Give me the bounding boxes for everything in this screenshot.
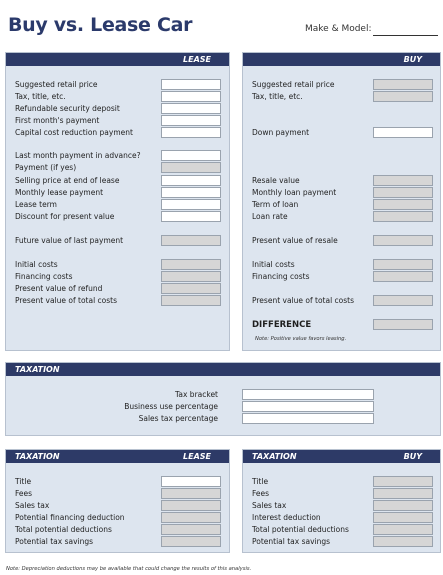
tax-lease-total-potential-deductions-label: Total potential deductions — [15, 525, 112, 534]
lease-monthly-lease-payment-field[interactable] — [161, 187, 221, 198]
taxation-business-use-percentage-label: Business use percentage — [124, 402, 218, 411]
lease-panel — [5, 52, 230, 351]
buy-header-label: BUY — [403, 55, 422, 64]
taxation-lease-panel — [5, 449, 230, 553]
buy-tax-title-etc-field — [373, 91, 433, 102]
taxation-lease-header-left: TAXATION — [15, 452, 60, 461]
lease-discount-for-present-value-label: Discount for present value — [15, 212, 115, 221]
buy-present-value-of-resale-field — [373, 235, 433, 246]
lease-panel-header — [6, 53, 229, 66]
tax-lease-fees-field — [161, 488, 221, 499]
buy-panel-header — [243, 53, 440, 66]
make-model-field[interactable] — [373, 35, 438, 36]
tax-lease-title-field[interactable] — [161, 476, 221, 487]
tax-buy-sales-tax-label: Sales tax — [252, 501, 287, 510]
taxation-header-label: TAXATION — [15, 365, 60, 374]
tax-buy-sales-tax-field — [373, 500, 433, 511]
tax-buy-fees-field — [373, 488, 433, 499]
taxation-tax-bracket-field[interactable] — [242, 389, 374, 400]
buy-tax-title-etc-label: Tax, title, etc. — [252, 92, 303, 101]
taxation-buy-header-right: BUY — [403, 452, 422, 461]
taxation-business-use-percentage-field[interactable] — [242, 401, 374, 412]
lease-initial-costs-label: Initial costs — [15, 260, 58, 269]
lease-refundable-security-deposit-label: Refundable security deposit — [15, 104, 120, 113]
lease-financing-costs-label: Financing costs — [15, 272, 73, 281]
tax-buy-interest-deduction-label: Interest deduction — [252, 513, 321, 522]
tax-lease-fees-label: Fees — [15, 489, 33, 498]
lease-monthly-lease-payment-label: Monthly lease payment — [15, 188, 104, 197]
buy-present-value-of-resale-label: Present value of resale — [252, 236, 338, 245]
buy-term-of-loan-field — [373, 199, 433, 210]
lease-tax-title-etc-label: Tax, title, etc. — [15, 92, 66, 101]
buy-monthly-loan-payment-label: Monthly loan payment — [252, 188, 337, 197]
tax-lease-potential-financing-deduction-label: Potential financing deduction — [15, 513, 125, 522]
footnote: Note: Depreciation deductions may be available that could change the results of this analysis. — [6, 566, 252, 572]
lease-tax-title-etc-field[interactable] — [161, 91, 221, 102]
taxation-buy-header-left: TAXATION — [252, 452, 297, 461]
tax-buy-potential-tax-savings-label: Potential tax savings — [252, 537, 331, 546]
lease-suggested-retail-price-field[interactable] — [161, 79, 221, 90]
lease-capital-cost-reduction-payment-label: Capital cost reduction payment — [15, 128, 133, 137]
lease-payment-if-yes-field — [161, 162, 221, 173]
taxation-buy-header — [243, 450, 440, 463]
tax-lease-potential-tax-savings-field — [161, 536, 221, 547]
tax-buy-potential-tax-savings-field — [373, 536, 433, 547]
tax-buy-total-potential-deductions-field — [373, 524, 433, 535]
tax-lease-sales-tax-label: Sales tax — [15, 501, 50, 510]
buy-term-of-loan-label: Term of loan — [252, 200, 299, 209]
lease-first-month-s-payment-label: First month's payment — [15, 116, 100, 125]
buy-difference-label: DIFFERENCE — [252, 320, 312, 330]
lease-first-month-s-payment-field[interactable] — [161, 115, 221, 126]
buy-loan-rate-field — [373, 211, 433, 222]
taxation-lease-header — [6, 450, 229, 463]
buy-present-value-of-total-costs-field — [373, 295, 433, 306]
buy-initial-costs-label: Initial costs — [252, 260, 295, 269]
lease-selling-price-at-end-of-lease-field[interactable] — [161, 175, 221, 186]
lease-present-value-of-total-costs-field — [161, 295, 221, 306]
buy-down-payment-label: Down payment — [252, 128, 310, 137]
difference-note: Note: Positive value favors leasing. — [255, 336, 347, 342]
tax-buy-fees-label: Fees — [252, 489, 270, 498]
lease-future-value-of-last-payment-field — [161, 235, 221, 246]
tax-lease-sales-tax-field — [161, 500, 221, 511]
taxation-lease-header-right: LEASE — [183, 452, 211, 461]
buy-present-value-of-total-costs-label: Present value of total costs — [252, 296, 355, 305]
lease-present-value-of-refund-label: Present value of refund — [15, 284, 103, 293]
tax-lease-potential-financing-deduction-field — [161, 512, 221, 523]
make-model-label: Make & Model: — [305, 24, 372, 34]
lease-header-label: LEASE — [183, 55, 211, 64]
buy-difference-field — [373, 319, 433, 330]
lease-selling-price-at-end-of-lease-label: Selling price at end of lease — [15, 176, 120, 185]
buy-monthly-loan-payment-field — [373, 187, 433, 198]
buy-financing-costs-field — [373, 271, 433, 282]
lease-last-month-payment-in-advance-label: Last month payment in advance? — [15, 151, 141, 160]
lease-lease-term-label: Lease term — [15, 200, 57, 209]
lease-present-value-of-total-costs-label: Present value of total costs — [15, 296, 118, 305]
lease-initial-costs-field — [161, 259, 221, 270]
buy-resale-value-field — [373, 175, 433, 186]
lease-capital-cost-reduction-payment-field[interactable] — [161, 127, 221, 138]
lease-refundable-security-deposit-field[interactable] — [161, 103, 221, 114]
page-title: Buy vs. Lease Car — [8, 14, 193, 36]
tax-buy-total-potential-deductions-label: Total potential deductions — [252, 525, 349, 534]
buy-down-payment-field[interactable] — [373, 127, 433, 138]
taxation-buy-panel — [242, 449, 441, 553]
buy-panel — [242, 52, 441, 351]
taxation-panel-header — [6, 363, 440, 376]
lease-last-month-payment-in-advance-field[interactable] — [161, 150, 221, 161]
buy-suggested-retail-price-field — [373, 79, 433, 90]
tax-buy-title-field — [373, 476, 433, 487]
taxation-panel — [5, 362, 441, 436]
lease-lease-term-field[interactable] — [161, 199, 221, 210]
tax-buy-interest-deduction-field — [373, 512, 433, 523]
buy-suggested-retail-price-label: Suggested retail price — [252, 80, 335, 89]
taxation-sales-tax-percentage-field[interactable] — [242, 413, 374, 424]
lease-discount-for-present-value-field[interactable] — [161, 211, 221, 222]
tax-lease-total-potential-deductions-field — [161, 524, 221, 535]
buy-resale-value-label: Resale value — [252, 176, 300, 185]
tax-lease-title-label: Title — [15, 477, 32, 486]
buy-financing-costs-label: Financing costs — [252, 272, 310, 281]
lease-future-value-of-last-payment-label: Future value of last payment — [15, 236, 124, 245]
tax-buy-title-label: Title — [252, 477, 269, 486]
buy-loan-rate-label: Loan rate — [252, 212, 288, 221]
lease-present-value-of-refund-field — [161, 283, 221, 294]
tax-lease-potential-tax-savings-label: Potential tax savings — [15, 537, 94, 546]
buy-initial-costs-field — [373, 259, 433, 270]
lease-financing-costs-field — [161, 271, 221, 282]
taxation-tax-bracket-label: Tax bracket — [175, 390, 218, 399]
taxation-sales-tax-percentage-label: Sales tax percentage — [138, 414, 218, 423]
lease-suggested-retail-price-label: Suggested retail price — [15, 80, 98, 89]
lease-payment-if-yes-label: Payment (if yes) — [15, 163, 77, 172]
